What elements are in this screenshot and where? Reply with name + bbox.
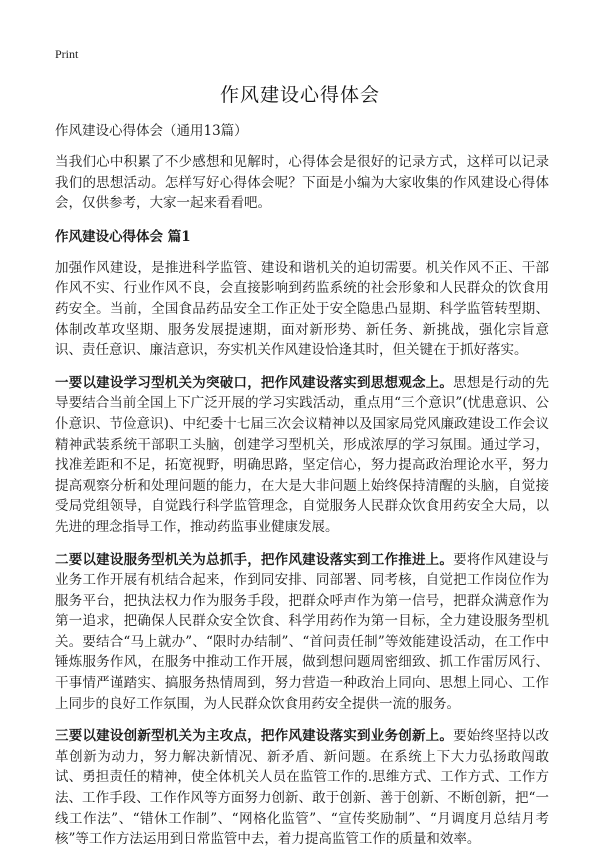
print-link[interactable]: Print bbox=[55, 47, 79, 61]
paragraph-lead: 二要以建设服务型机关为总抓手，把作风建设落实到工作推进上。 bbox=[55, 551, 454, 568]
paragraph-1 bbox=[55, 258, 549, 361]
paragraph-lead: 三要以建设创新型机关为主攻点，把作风建设落实到业务创新上。 bbox=[55, 728, 454, 745]
paragraph-lead: 一要以建设学习型机关为突破口，把作风建设落实到思想观念上。 bbox=[55, 374, 454, 391]
paragraph-text: 思想是行动的先导要结合当前全国上下广泛开展的学习实践活动，重点用“三个意识”(忧患意识、公仆意识、节俭意识)、中纪委十七届三次会议精神以及国家局党风廉政建设工作会议精神武装系统干部职工头脑，创建学习型机关，形成浓厚的学习氛围。通过学习，找准差距和不足，拓宽视野，明确思路，坚定信心，努力提高政治理论水平，努力提高观察分析和处理问题的能力，在大是大非问题上始终保持清醒的头脑，自觉接受局党组领导，自觉践行科学监管理念，自觉服务人民群众饮食用药安全大局，以先进的理念指导工作，推动药监事业健康发展。 bbox=[55, 374, 550, 535]
page-title: 作风建设心得体会 bbox=[219, 84, 380, 106]
document-body bbox=[55, 120, 549, 862]
section-heading: 作风建设心得体会 篇1 bbox=[55, 228, 191, 245]
paragraph-text: 要始终坚持以改革创新为动力，努力解决新情况、新矛盾、新问题。在系统上下大力弘扬敢闯敢试、勇担责任的精神，使全体机关人员在监管工作的.思维方式、工作方式、工作方法、工作手段、工作作风等方面努力创新、敢于创新、善于创新、不断创新，把“一线工作法”、“错休工作制”、“网格化监管”、“宣传奖励制”、“月调度月总结月考核”等工作方法运用到日常监管中去，着力提高监管工作的质量和效率。 bbox=[55, 728, 550, 848]
document-subtitle: 作风建设心得体会（通用13篇） bbox=[55, 123, 248, 139]
paragraph-3 bbox=[55, 550, 549, 715]
paragraph-text: 加强作风建设，是推进科学监管、建设和谐机关的迫切需要。机关作风不正、干部作风不实、行业作风不良，会直接影响到药监系统的社会形象和人民群众的饮食用药安全。当前，全国食品药品安全工作正处于安全隐患凸显期、科学监管转型期、体制改革攻坚期、服务发展提速期，面对新形势、新任务、新挑战，强化宗旨意识、责任意识、廉洁意识，夯实机关作风建设恰逢其时，但关键在于抓好落实。 bbox=[55, 259, 549, 359]
paragraph-text: 要将作风建设与业务工作开展有机结合起来，作到同安排、同部署、同考核，自觉把工作岗位作为服务平台，把执法权力作为服务手段，把群众呼声作为第一信号，把群众满意作为第一追求，把确保人民群众安全饮食、科学用药作为第一目标，全力建设服务型机关。要结合“马上就办”、“限时办结制”、“首问责任制”等效能建设活动，在工作中锤炼服务作风，在服务中推动工作开展，做到想问题周密细致、抓工作雷厉风行、干事情严谨踏实、搞服务热情周到，努力营造一种政治上同向、思想上同心、工作上同步的良好工作氛围，为人民群众饮食用药安全提供一流的服务。 bbox=[55, 551, 550, 712]
paragraph-2 bbox=[55, 373, 549, 538]
intro-paragraph: 当我们心中积累了不少感想和见解时，心得体会是很好的记录方式，这样可以记录我们的思想活动。怎样写好心得体会呢？下面是小编为大家收集的作风建设心得体会，仅供参考，大家一起来看看吧。 bbox=[55, 154, 549, 212]
paragraph-4 bbox=[55, 726, 549, 850]
